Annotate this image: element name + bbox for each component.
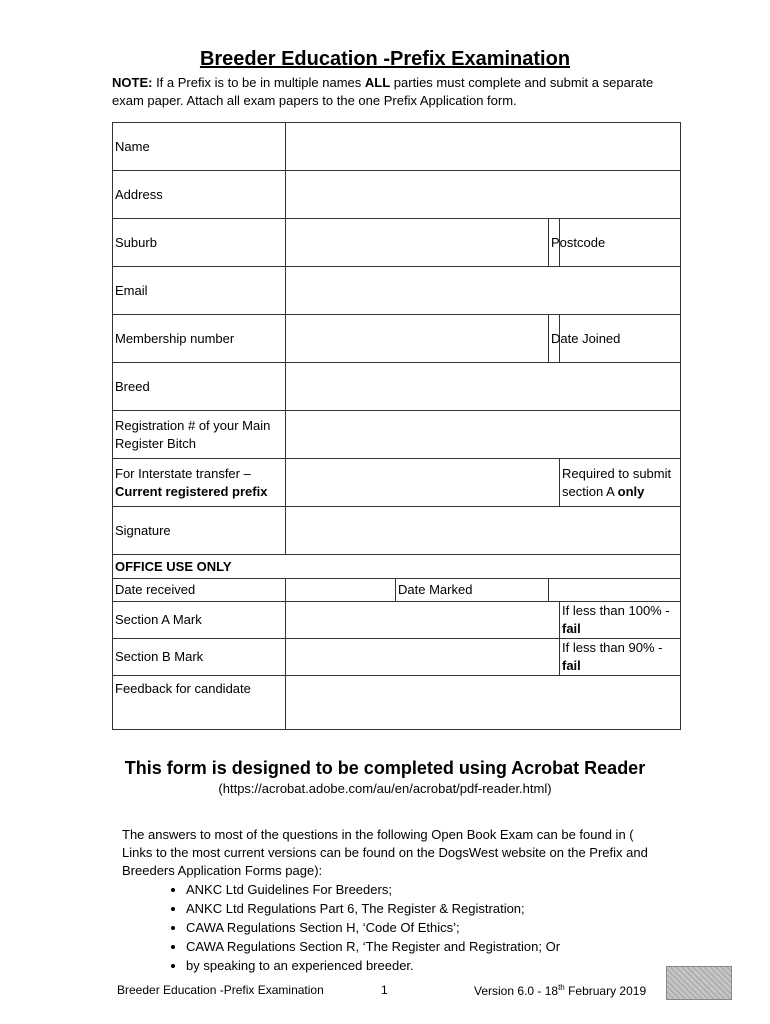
address-field[interactable] bbox=[286, 171, 681, 219]
row-breed bbox=[113, 363, 681, 411]
date-joined-label-text: Date Joined bbox=[551, 330, 621, 346]
interstate-label-line2: Current registered prefix bbox=[115, 483, 268, 499]
section-a-field[interactable] bbox=[286, 602, 560, 639]
feedback-field[interactable] bbox=[286, 676, 681, 730]
interstate-label bbox=[113, 459, 286, 507]
postcode-label-text: Postcode bbox=[551, 234, 606, 250]
section-b-label: Section B Mark bbox=[113, 639, 286, 676]
row-membership bbox=[113, 315, 681, 363]
list-item: • ANKC Ltd Guidelines For Breeders; bbox=[186, 880, 666, 899]
name-label: Name bbox=[113, 123, 286, 171]
postcode-label bbox=[549, 219, 606, 267]
membership-label: Membership number bbox=[113, 315, 286, 363]
email-field[interactable] bbox=[286, 267, 681, 315]
note-emphasis: ALL bbox=[364, 75, 391, 90]
address-label: Address bbox=[113, 171, 286, 219]
required-note-line2a: section A bbox=[562, 483, 618, 499]
section-b-field[interactable] bbox=[286, 639, 560, 676]
grey-stamp-box bbox=[666, 966, 732, 1000]
section-a-rule bbox=[560, 602, 681, 639]
row-signature bbox=[113, 507, 681, 555]
date-marked-field[interactable] bbox=[549, 579, 681, 602]
date-received-label: Date received bbox=[113, 579, 286, 602]
date-joined-label bbox=[549, 315, 621, 363]
email-label: Email bbox=[113, 267, 286, 315]
signature-field[interactable] bbox=[286, 507, 681, 555]
registration-field[interactable] bbox=[286, 411, 681, 459]
row-office-use bbox=[113, 555, 681, 579]
acrobat-url[interactable]: (https://acrobat.adobe.com/au/en/acrobat/pdf-reader.html) bbox=[218, 781, 552, 796]
section-a-label: Section A Mark bbox=[113, 602, 286, 639]
note-text-before: If a Prefix is to be in multiple names bbox=[152, 75, 365, 90]
list-item: • ANKC Ltd Regulations Part 6, The Register & Registration; bbox=[186, 899, 666, 918]
office-use-label: OFFICE USE ONLY bbox=[113, 555, 681, 579]
row-section-a bbox=[113, 602, 681, 639]
section-a-rule-text: If less than 100% - bbox=[562, 603, 670, 618]
footer-version-a: Version 6.0 - 18 bbox=[474, 984, 559, 998]
row-feedback bbox=[113, 676, 681, 730]
interstate-label-line1: For Interstate transfer – bbox=[115, 465, 251, 481]
date-received-field[interactable] bbox=[286, 579, 396, 602]
suburb-field[interactable] bbox=[286, 219, 549, 267]
breed-label: Breed bbox=[113, 363, 286, 411]
footer-version bbox=[474, 983, 646, 998]
row-address bbox=[113, 171, 681, 219]
intro-paragraph: The answers to most of the questions in the following Open Book Exam can be found in ( Links to the most current versions can be found on the DogsWest website on the Prefix and Breeders Application Forms page): bbox=[122, 827, 648, 878]
section-b-rule-fail: fail bbox=[562, 658, 581, 673]
row-interstate bbox=[113, 459, 681, 507]
membership-field[interactable] bbox=[286, 315, 549, 363]
signature-label: Signature bbox=[113, 507, 286, 555]
list-item: • CAWA Regulations Section R, ‘The Register and Registration; Or bbox=[186, 937, 666, 956]
note-label: NOTE: bbox=[112, 75, 153, 90]
list-item: • CAWA Regulations Section H, ‘Code Of Ethics’; bbox=[186, 918, 666, 937]
document-title: Breeder Education -Prefix Examination bbox=[199, 48, 571, 70]
breed-field[interactable] bbox=[286, 363, 681, 411]
footer-page-number: 1 bbox=[381, 983, 388, 997]
application-form-table bbox=[112, 122, 681, 730]
name-field[interactable] bbox=[286, 123, 681, 171]
feedback-label: Feedback for candidate bbox=[113, 676, 286, 730]
reference-list bbox=[150, 880, 666, 975]
row-email bbox=[113, 267, 681, 315]
row-name bbox=[113, 123, 681, 171]
date-marked-label: Date Marked bbox=[396, 579, 549, 602]
section-b-rule-text: If less than 90% - bbox=[562, 640, 663, 655]
row-section-b bbox=[113, 639, 681, 676]
note-text-after: parties must complete and submit a separate exam paper. Attach all exam papers to the one Prefix Application form. bbox=[112, 75, 654, 108]
required-note-line1: Required to submit bbox=[562, 465, 672, 481]
current-prefix-field[interactable] bbox=[286, 459, 560, 507]
footer-version-sup: th bbox=[558, 983, 565, 992]
row-registration bbox=[113, 411, 681, 459]
required-note-line2b: only bbox=[617, 483, 645, 499]
footer-version-b: February 2019 bbox=[564, 984, 647, 998]
list-item: • by speaking to an experienced breeder. bbox=[186, 956, 666, 975]
registration-label: Registration # of your Main Register Bitch bbox=[113, 411, 286, 459]
acrobat-heading: This form is designed to be completed using Acrobat Reader bbox=[124, 758, 646, 778]
row-suburb bbox=[113, 219, 681, 267]
section-b-rule bbox=[560, 639, 681, 676]
suburb-label: Suburb bbox=[113, 219, 286, 267]
row-dates bbox=[113, 579, 681, 602]
section-a-rule-fail: fail bbox=[562, 621, 581, 636]
required-note bbox=[560, 459, 681, 507]
note-paragraph bbox=[112, 74, 672, 110]
footer-title: Breeder Education -Prefix Examination bbox=[117, 983, 324, 997]
